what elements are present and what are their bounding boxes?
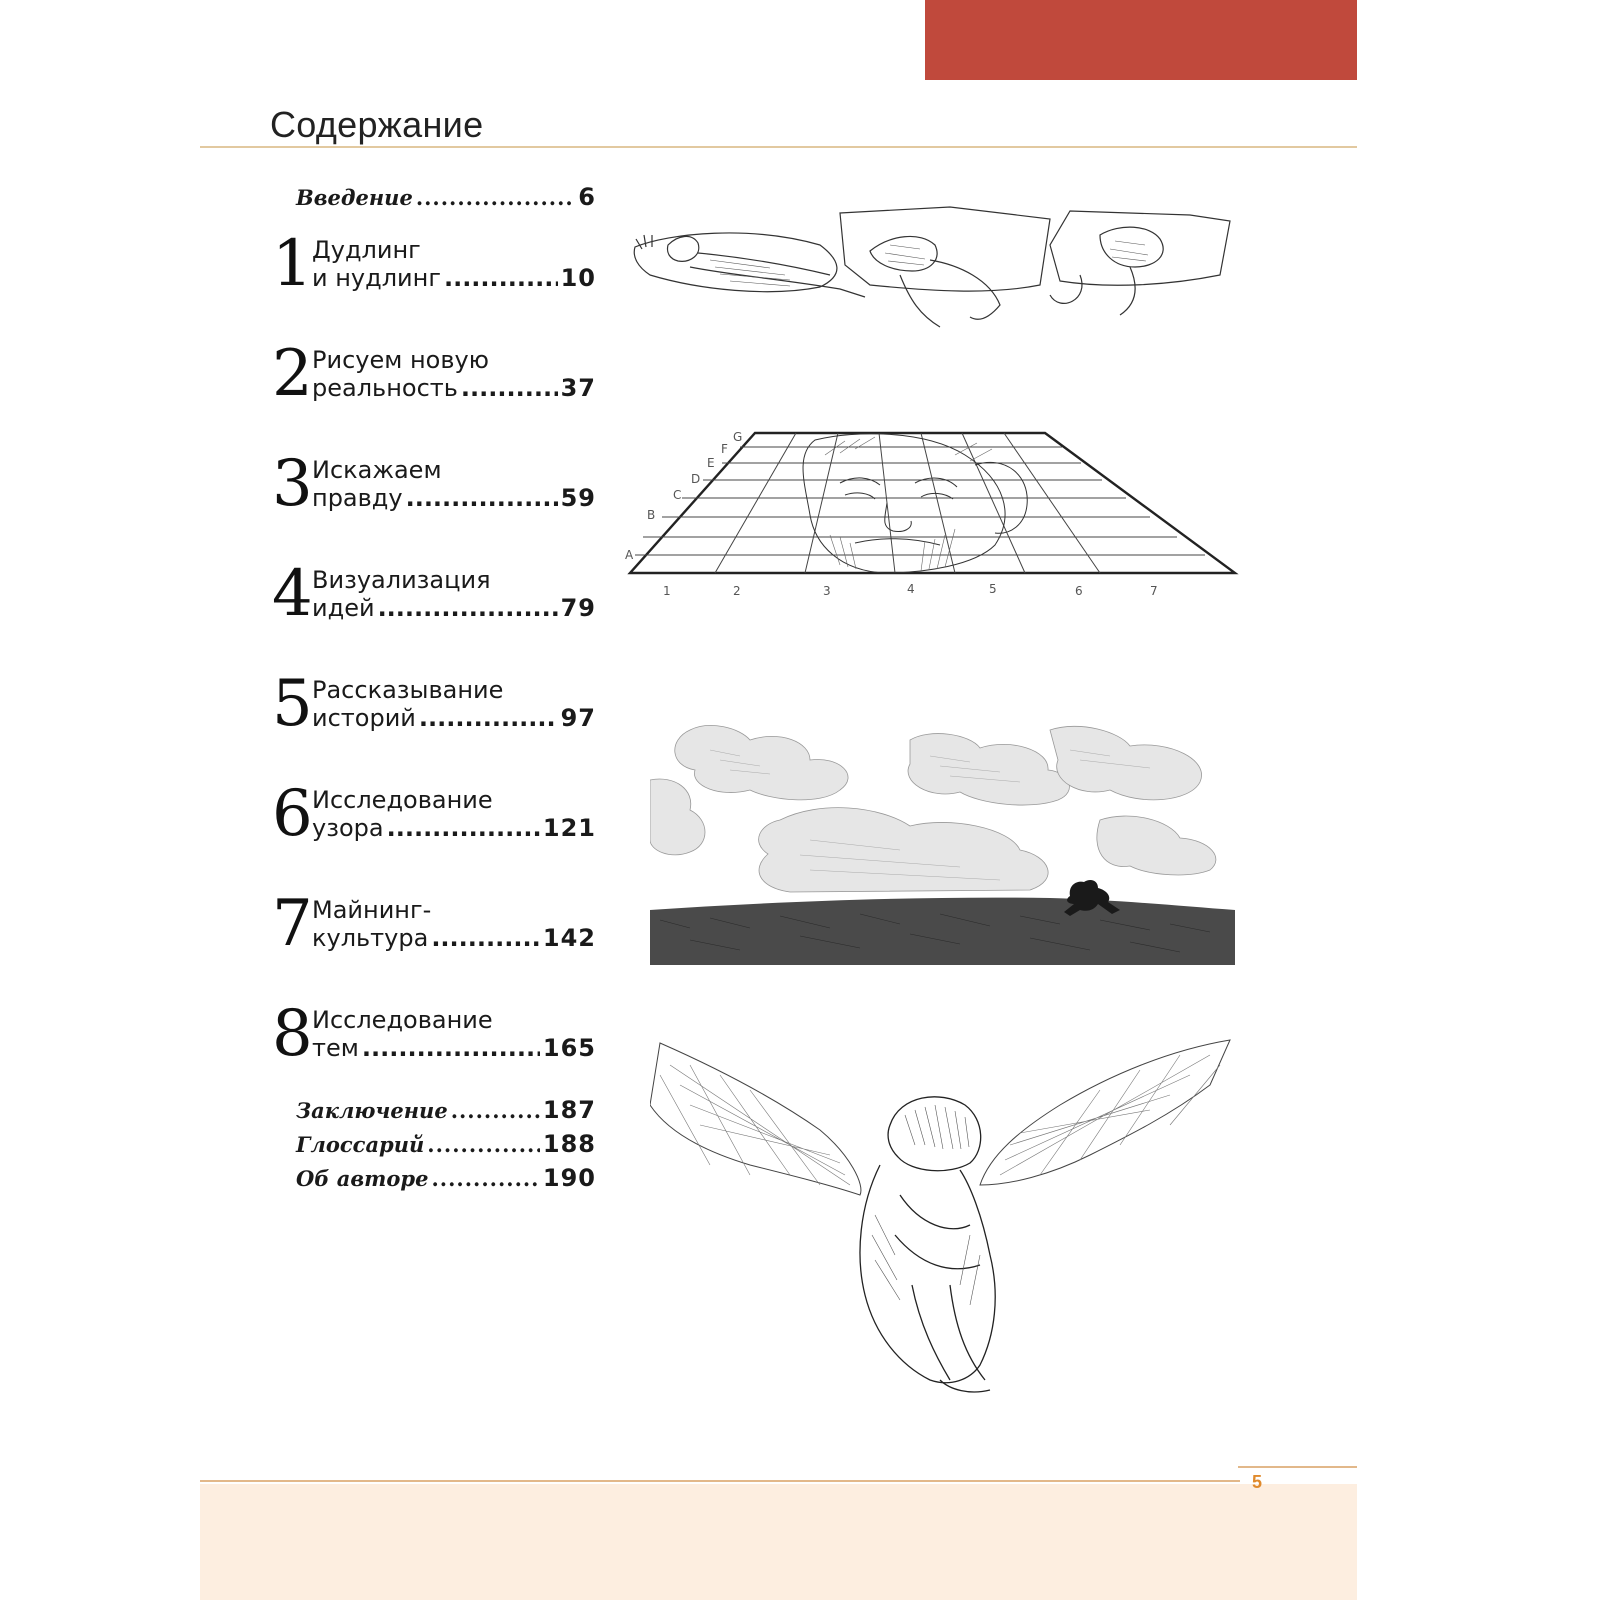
page-title: Содержание bbox=[270, 104, 484, 145]
chapter-title-line1: Рассказывание bbox=[312, 676, 504, 704]
grid-label-side: F bbox=[721, 442, 728, 456]
toc-back-page: 190 bbox=[542, 1164, 596, 1192]
chapter-number: 3 bbox=[272, 447, 313, 521]
toc-chapter-8[interactable] bbox=[272, 997, 596, 1071]
chapter-title-line2 bbox=[312, 264, 596, 292]
leader-dots bbox=[431, 1166, 539, 1191]
toc-back-label: Заключение bbox=[296, 1098, 448, 1123]
toc-back-page: 188 bbox=[542, 1130, 596, 1158]
grid-label-side: G bbox=[733, 430, 743, 444]
leader-dots bbox=[461, 374, 558, 402]
chapter-number: 6 bbox=[272, 777, 313, 851]
grid-label-bottom: 6 bbox=[1075, 584, 1083, 598]
chapter-title-line1: Рисуем новую bbox=[312, 346, 489, 374]
sleeping-figures-sketch bbox=[630, 205, 1240, 335]
chapter-number: 2 bbox=[272, 337, 313, 411]
leader-dots bbox=[419, 704, 558, 732]
header-color-block bbox=[925, 0, 1357, 80]
toc-chapter-6[interactable] bbox=[272, 777, 596, 851]
toc-chapter-7[interactable] bbox=[272, 887, 596, 961]
chapter-number: 7 bbox=[272, 887, 313, 961]
footer-tab-rule bbox=[1238, 1466, 1357, 1468]
chapter-number: 8 bbox=[272, 997, 313, 1071]
toc-about-author[interactable] bbox=[296, 1164, 596, 1192]
grid-label-side: B bbox=[647, 508, 656, 522]
leader-dots bbox=[387, 814, 540, 842]
chapter-title-line2-text: культура bbox=[312, 924, 429, 952]
toc-chapter-1[interactable] bbox=[272, 227, 596, 301]
chapter-number: 5 bbox=[272, 667, 313, 741]
toc-back-label: Об авторе bbox=[296, 1166, 429, 1191]
clouds-hill-runner-illustration bbox=[650, 720, 1235, 965]
chapter-page: 142 bbox=[542, 924, 596, 952]
chapter-page: 97 bbox=[560, 704, 596, 732]
footer-band bbox=[200, 1484, 1357, 1600]
chapter-title-line2 bbox=[312, 704, 596, 732]
footer-divider bbox=[200, 1480, 1240, 1482]
chapter-page: 165 bbox=[542, 1034, 596, 1062]
chapter-page: 37 bbox=[560, 374, 596, 402]
chapter-title-line2-text: реальность bbox=[312, 374, 458, 402]
chapter-title-line1: Исследование bbox=[312, 1006, 493, 1034]
grid-label-bottom: 3 bbox=[823, 584, 831, 598]
chapter-title-line2 bbox=[312, 484, 596, 512]
chapter-title-line2-text: правду bbox=[312, 484, 403, 512]
leader-dots bbox=[362, 1034, 540, 1062]
grid-label-bottom: 4 bbox=[907, 582, 915, 596]
toc-chapter-5[interactable] bbox=[272, 667, 596, 741]
chapter-title-line1: Исследование bbox=[312, 786, 493, 814]
toc-back-page: 187 bbox=[542, 1096, 596, 1124]
chapter-title-line1: Визуализация bbox=[312, 566, 491, 594]
chapter-title-line2-text: и нудлинг bbox=[312, 264, 441, 292]
chapter-number: 1 bbox=[272, 227, 313, 301]
page-number: 5 bbox=[1252, 1472, 1263, 1492]
chapter-title-line2 bbox=[312, 594, 596, 622]
grid-label-bottom: 7 bbox=[1150, 584, 1158, 598]
grid-label-bottom: 5 bbox=[989, 582, 997, 596]
chapter-title-line2 bbox=[312, 814, 596, 842]
leader-dots bbox=[431, 924, 540, 952]
grid-label-bottom: 1 bbox=[663, 584, 671, 598]
grid-label-side: E bbox=[707, 456, 715, 470]
toc-chapter-3[interactable] bbox=[272, 447, 596, 521]
toc-intro-label: Введение bbox=[296, 185, 413, 210]
chapter-title-line2-text: тем bbox=[312, 1034, 359, 1062]
chapter-title-line2 bbox=[312, 924, 596, 952]
chapter-title-line1: Дудлинг bbox=[312, 236, 421, 264]
winged-figure-sketch bbox=[650, 1035, 1240, 1415]
chapter-page: 79 bbox=[560, 594, 596, 622]
chapter-page: 121 bbox=[542, 814, 596, 842]
chapter-number: 4 bbox=[272, 557, 313, 631]
leader-dots bbox=[406, 484, 558, 512]
leader-dots bbox=[416, 185, 575, 210]
grid-label-side: A bbox=[625, 548, 634, 562]
grid-label-side: D bbox=[691, 472, 701, 486]
chapter-page: 10 bbox=[560, 264, 596, 292]
perspective-grid-face-sketch bbox=[625, 425, 1240, 605]
chapter-title-line2 bbox=[312, 374, 596, 402]
chapter-title-line2-text: узора bbox=[312, 814, 384, 842]
title-divider bbox=[200, 146, 1357, 148]
chapter-title-line1: Искажаем bbox=[312, 456, 442, 484]
grid-label-bottom: 2 bbox=[733, 584, 741, 598]
chapter-title-line2-text: историй bbox=[312, 704, 416, 732]
chapter-page: 59 bbox=[560, 484, 596, 512]
toc-conclusion[interactable] bbox=[296, 1096, 596, 1124]
toc-intro-page: 6 bbox=[578, 183, 596, 211]
chapter-title-line1: Майнинг- bbox=[312, 896, 432, 924]
toc-intro[interactable] bbox=[296, 183, 596, 211]
chapter-title-line2 bbox=[312, 1034, 596, 1062]
leader-dots bbox=[427, 1132, 540, 1157]
toc-back-label: Глоссарий bbox=[296, 1132, 425, 1157]
leader-dots bbox=[378, 594, 558, 622]
toc-chapter-4[interactable] bbox=[272, 557, 596, 631]
leader-dots bbox=[451, 1098, 540, 1123]
toc-glossary[interactable] bbox=[296, 1130, 596, 1158]
grid-label-side: C bbox=[673, 488, 682, 502]
toc-chapter-2[interactable] bbox=[272, 337, 596, 411]
leader-dots bbox=[444, 264, 558, 292]
chapter-title-line2-text: идей bbox=[312, 594, 375, 622]
